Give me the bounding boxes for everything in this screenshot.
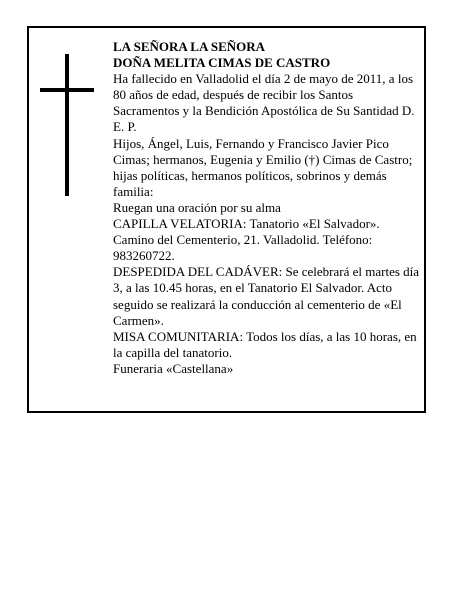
cross-icon — [40, 54, 94, 196]
death-announcement: Ha fallecido en Valladolid el día 2 de mayo de 2011, a los 80 años de edad, después de recibir los Santos Sacramentos y la Bendición Apostólica de Su Santidad D. E. P. — [113, 71, 415, 135]
family-list: Hijos, Ángel, Luis, Fernando y Francisco Javier Pico Cimas; hermanos, Eugenia y Emilio (†) Cimas de Castro; hijas políticas, hermanos políticos, sobrinos y demás familia: — [113, 135, 413, 199]
wake-chapel-info: CAPILLA VELATORIA: Tanatorio «El Salvador». Camino del Cementerio, 21. Valladolid. Teléfono: 983260722. — [113, 216, 380, 264]
deceased-name: DOÑA MELITA CIMAS DE CASTRO — [113, 55, 331, 71]
cross-horizontal-bar — [40, 88, 94, 92]
notice-title-line-1: LA SEÑORA LA SEÑORA — [113, 39, 266, 54]
community-mass-info: MISA COMUNITARIA: Todos los días, a las 10 horas, en la capilla del tanatorio. — [113, 328, 417, 360]
prayer-request: Ruegan una oración por su alma — [113, 199, 281, 215]
farewell-info: DESPEDIDA DEL CADÁVER: Se celebrará el martes día 3, a las 10.45 horas, en el Tanatorio El Salvador. Acto seguido se realizará la conducción al cementerio de «El Carmen». — [113, 264, 420, 328]
obituary-text — [113, 39, 421, 377]
cross-vertical-bar — [65, 54, 69, 196]
funeral-home: Funeraria «Castellana» — [113, 360, 234, 376]
